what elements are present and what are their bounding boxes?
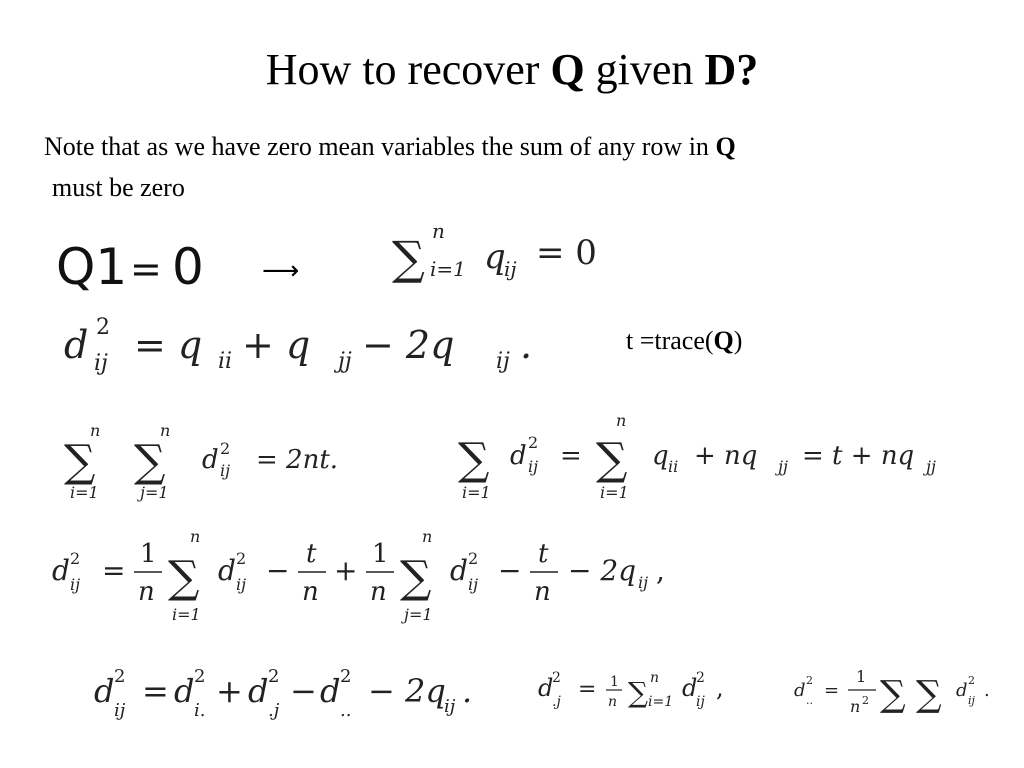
eq-dsum-sub-2: j=1 bbox=[140, 483, 169, 502]
eq-ssum-term-sub: ij bbox=[528, 457, 539, 476]
eq-exp-frac2-num: t bbox=[306, 539, 317, 569]
eq-exp-frac3-num: 1 bbox=[372, 539, 389, 569]
eq-dsum-term-sup: 2 bbox=[220, 439, 231, 458]
eq-ssum-q: q bbox=[652, 441, 669, 471]
eq-fin-d3-sup: 2 bbox=[268, 666, 280, 687]
eq-dsum-rhs: = 2nt. bbox=[256, 445, 339, 475]
eq-fin-tail-sub: ij bbox=[444, 696, 456, 717]
eq-exp-tail: − 2q bbox=[568, 554, 637, 587]
eq-ssum-term: d bbox=[510, 441, 527, 471]
eq-ssum-sub-1: i=1 bbox=[462, 483, 491, 502]
eq-exp-d: d bbox=[52, 554, 70, 587]
eq-grand-d-sub: .. bbox=[806, 694, 813, 707]
eq-exp-sigma1-sup: n bbox=[190, 527, 201, 546]
equation-grand-mean bbox=[792, 662, 1007, 724]
eq-exp-minus1: − bbox=[266, 554, 290, 587]
eq-fin-d2-sup: 2 bbox=[194, 666, 206, 687]
equation-column-mean bbox=[536, 660, 756, 720]
eq-exp-end: , bbox=[656, 554, 665, 587]
eq-exp-sigma1-sub: i=1 bbox=[172, 605, 201, 624]
eq-exp-frac2-den: n bbox=[302, 577, 319, 607]
eq-col-equals: = bbox=[578, 677, 597, 702]
eq-fin-end: . bbox=[462, 672, 473, 710]
eq-grand-sigma2-icon: ∑ bbox=[916, 674, 942, 715]
trace-definition bbox=[626, 326, 742, 356]
eq-grand-term: d bbox=[956, 680, 968, 701]
eq-exp-sigma2-sub: j=1 bbox=[404, 605, 433, 624]
eq-dist-q1: = q bbox=[134, 323, 203, 367]
eq-exp-term2: d bbox=[450, 554, 468, 587]
eq-dist-sup: 2 bbox=[96, 315, 110, 340]
eq-col-sigma-icon: ∑ bbox=[628, 676, 648, 709]
eq-ssum-mid-sub: jj bbox=[778, 457, 788, 476]
eq-exp-frac1-den: n bbox=[138, 577, 155, 607]
eq-dist-q3: − 2q bbox=[362, 323, 455, 367]
eq-fin-equals: = bbox=[142, 672, 169, 710]
title-text-2: given bbox=[584, 45, 705, 94]
eq-dsum-sigma-1-icon: ∑ bbox=[64, 436, 96, 487]
eq-ssum-sigma-2-icon: ∑ bbox=[596, 434, 628, 485]
note-line-2: must be zero bbox=[52, 173, 185, 202]
eq-dist-end: . bbox=[520, 323, 533, 367]
arrow-icon: ⟶ bbox=[262, 256, 300, 286]
eq-ssum-rhs: = t + nq bbox=[802, 441, 915, 471]
eq-ssum-q-sub: ii bbox=[668, 457, 679, 476]
eq-fin-d4: d bbox=[320, 672, 341, 710]
eq-ssum-equals: = bbox=[560, 441, 582, 471]
eq-col-term-sub: ij bbox=[696, 694, 705, 710]
eq-fin-d1-sup: 2 bbox=[114, 666, 126, 687]
eq-exp-frac1-num: 1 bbox=[140, 539, 157, 569]
eq-sumq-equals-zero: = 0 bbox=[536, 233, 597, 273]
eq-q1-equals: = bbox=[130, 247, 162, 291]
eq-exp-term2-sup: 2 bbox=[468, 549, 479, 568]
eq-grand-frac-den-sup: 2 bbox=[862, 694, 869, 707]
eq-exp-term1-sub: ij bbox=[236, 575, 247, 594]
eq-fin-d4-sub: .. bbox=[340, 700, 352, 721]
equation-expanded bbox=[50, 520, 670, 630]
eq-exp-minus2: − bbox=[498, 554, 522, 587]
eq-grand-d: d bbox=[794, 680, 806, 701]
note-text: Note that as we have zero mean variables the sum of any row in bbox=[44, 132, 716, 161]
eq-q1-lhs: Q1 bbox=[56, 238, 128, 296]
eq-col-d-sub: .j bbox=[552, 694, 561, 710]
trace-bold-q: Q bbox=[713, 326, 734, 355]
eq-fin-d3-sub: .j bbox=[268, 700, 280, 721]
equation-double-sum bbox=[60, 420, 390, 504]
slide-title bbox=[0, 44, 1024, 96]
eq-exp-term1-sup: 2 bbox=[236, 549, 247, 568]
eq-sumq-term: q bbox=[484, 237, 506, 277]
eq-exp-plus: + bbox=[334, 554, 358, 587]
trace-prefix: t =trace( bbox=[626, 326, 714, 355]
eq-dsum-sup-2: n bbox=[160, 421, 171, 440]
eq-col-term: d bbox=[682, 674, 698, 702]
eq-dsum-sup-1: n bbox=[90, 421, 101, 440]
eq-sumq-sub: i=1 bbox=[430, 257, 466, 281]
eq-ssum-sub-2: i=1 bbox=[600, 483, 629, 502]
eq-exp-sigma1-icon: ∑ bbox=[168, 552, 200, 603]
note-bold-q: Q bbox=[715, 132, 736, 161]
eq-col-sigma-sup: n bbox=[650, 670, 660, 686]
eq-grand-frac-num: 1 bbox=[856, 667, 867, 686]
eq-fin-d2-sub: i. bbox=[194, 700, 206, 721]
equation-single-sum bbox=[456, 410, 956, 504]
eq-col-sigma-sub: i=1 bbox=[648, 694, 674, 710]
eq-col-d-sup: 2 bbox=[552, 670, 561, 686]
title-text-1: How to recover bbox=[265, 45, 551, 94]
eq-exp-frac3-den: n bbox=[370, 577, 387, 607]
eq-exp-tail-sub: ij bbox=[638, 573, 649, 592]
equation-row-sum-zero bbox=[390, 216, 620, 288]
eq-col-frac-num: 1 bbox=[610, 674, 619, 690]
eq-grand-d-sup: 2 bbox=[806, 674, 813, 687]
eq-ssum-sigma-1-icon: ∑ bbox=[458, 434, 490, 485]
eq-dist-q2-sub: jj bbox=[338, 349, 352, 374]
title-bold-d: D? bbox=[704, 45, 759, 94]
eq-fin-d4-sup: 2 bbox=[340, 666, 352, 687]
eq-col-frac-den: n bbox=[608, 694, 618, 710]
eq-dist-d: d bbox=[64, 323, 89, 367]
eq-exp-frac4-num: t bbox=[538, 539, 549, 569]
eq-ssum-mid: + nq bbox=[694, 441, 758, 471]
eq-exp-equals: = bbox=[102, 554, 126, 587]
eq-fin-d2: d bbox=[174, 672, 195, 710]
eq-fin-d3: d bbox=[248, 672, 269, 710]
eq-ssum-term-sup: 2 bbox=[528, 433, 539, 452]
equation-q1-zero bbox=[54, 232, 224, 296]
equation-distance bbox=[62, 314, 542, 380]
eq-fin-d1: d bbox=[94, 672, 115, 710]
title-bold-q: Q bbox=[550, 45, 585, 94]
eq-fin-tail: − 2q bbox=[368, 672, 446, 710]
eq-dsum-sub-1: i=1 bbox=[70, 483, 99, 502]
note-line-1 bbox=[44, 132, 736, 162]
eq-exp-term2-sub: ij bbox=[468, 575, 479, 594]
eq-grand-equals: = bbox=[824, 680, 840, 701]
eq-sumq-term-sub: ij bbox=[504, 257, 517, 281]
eq-dsum-term-sub: ij bbox=[220, 461, 231, 480]
eq-q1-rhs: 0 bbox=[172, 238, 204, 296]
eq-ssum-rhs-sub: jj bbox=[926, 457, 936, 476]
eq-ssum-sup-2: n bbox=[616, 411, 627, 430]
eq-sumq-sigma-icon: ∑ bbox=[392, 231, 425, 285]
eq-exp-sigma2-sup: n bbox=[422, 527, 433, 546]
eq-dist-q3-sub: ij bbox=[496, 349, 510, 374]
eq-col-d: d bbox=[538, 674, 554, 702]
eq-fin-d1-sub: ij bbox=[114, 700, 126, 721]
equation-final bbox=[92, 652, 472, 732]
eq-exp-d-sub: ij bbox=[70, 575, 81, 594]
eq-exp-sigma2-icon: ∑ bbox=[400, 552, 432, 603]
eq-dist-q2: + q bbox=[242, 323, 311, 367]
eq-dsum-sigma-2-icon: ∑ bbox=[134, 436, 166, 487]
eq-grand-term-sub: ij bbox=[968, 694, 975, 707]
trace-suffix: ) bbox=[733, 326, 743, 355]
eq-grand-frac-den: n bbox=[850, 697, 861, 716]
eq-dsum-term: d bbox=[202, 445, 219, 475]
eq-exp-frac4-den: n bbox=[534, 577, 551, 607]
eq-exp-d-sup: 2 bbox=[70, 549, 81, 568]
eq-fin-plus: + bbox=[216, 672, 243, 710]
eq-fin-minus: − bbox=[290, 672, 317, 710]
eq-exp-term1: d bbox=[218, 554, 236, 587]
eq-col-term-sup: 2 bbox=[696, 670, 705, 686]
eq-col-end: , bbox=[716, 674, 724, 702]
eq-dist-sub: ij bbox=[94, 351, 108, 376]
eq-dist-q1-sub: ii bbox=[218, 349, 233, 374]
eq-grand-term-sup: 2 bbox=[968, 674, 975, 687]
eq-sumq-sup: n bbox=[432, 219, 445, 243]
eq-grand-sigma1-icon: ∑ bbox=[880, 674, 906, 715]
eq-grand-end: . bbox=[984, 680, 990, 701]
